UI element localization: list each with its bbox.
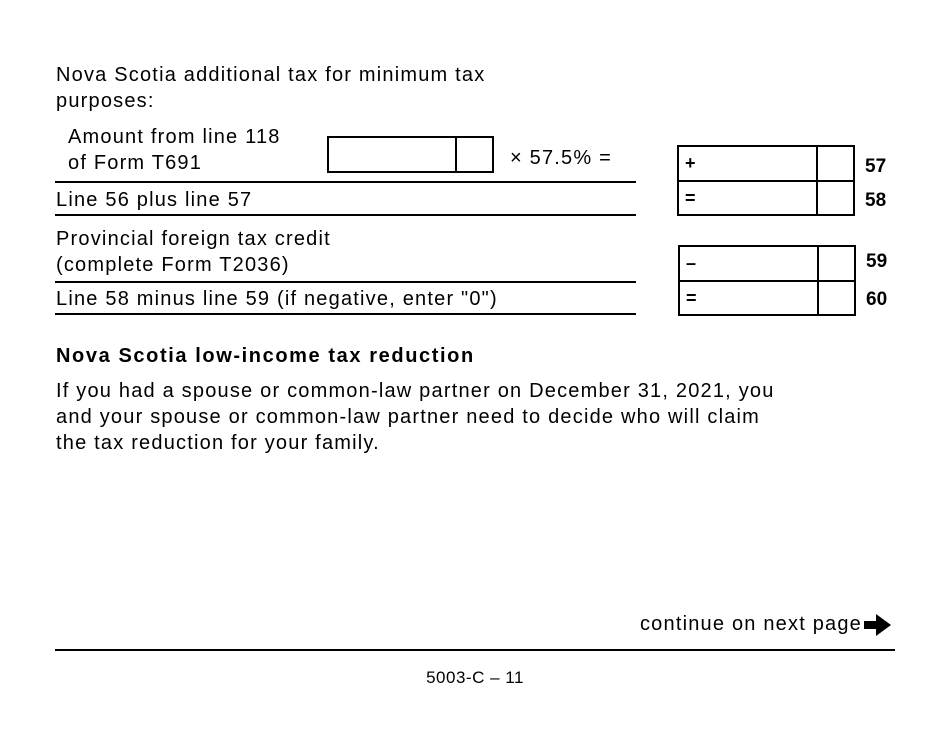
cents-divider — [817, 247, 819, 280]
rate-text: × 57.5% = — [510, 147, 612, 169]
line-59-label-line1: Provincial foreign tax credit — [56, 228, 331, 250]
arrow-right-icon — [864, 613, 894, 637]
cents-divider — [816, 147, 818, 180]
cents-divider — [455, 138, 457, 171]
line-60-label: Line 58 minus line 59 (if negative, enter "0") — [56, 288, 498, 310]
page-number: 5003-C – 11 — [426, 668, 524, 687]
line-57-input[interactable] — [677, 145, 855, 182]
cents-divider — [816, 182, 818, 214]
row-underline-57 — [55, 181, 636, 183]
line-59-input[interactable] — [678, 245, 856, 282]
low-income-paragraph-line2: and your spouse or common-law partner need to decide who will claim — [56, 406, 761, 428]
plus-sign: + — [685, 153, 696, 173]
row-underline-58 — [55, 214, 636, 216]
row-underline-60 — [55, 313, 636, 315]
row-underline-59 — [55, 281, 636, 283]
line-number-57: 57 — [865, 156, 887, 177]
min-tax-heading-line1: Nova Scotia additional tax for minimum tax — [56, 64, 486, 86]
line-number-60: 60 — [866, 289, 888, 310]
footer-divider — [55, 649, 895, 651]
continue-text: continue on next page — [639, 613, 862, 635]
amount-label-line2: of Form T691 — [68, 152, 203, 174]
line-58-label: Line 56 plus line 57 — [56, 189, 253, 211]
low-income-heading: Nova Scotia low-income tax reduction — [56, 345, 475, 367]
min-tax-heading-line2: purposes: — [56, 90, 155, 112]
line-60-input[interactable] — [678, 280, 856, 316]
minus-sign: – — [686, 253, 697, 273]
line-number-59: 59 — [866, 251, 888, 272]
equals-sign: = — [686, 288, 697, 308]
equals-sign: = — [685, 188, 696, 208]
line-118-amount-input[interactable] — [327, 136, 494, 173]
amount-label-line1: Amount from line 118 — [68, 126, 281, 148]
cents-divider — [817, 282, 819, 314]
low-income-paragraph-line1: If you had a spouse or common-law partner on December 31, 2021, you — [56, 380, 775, 402]
line-58-input[interactable] — [677, 180, 855, 216]
low-income-paragraph-line3: the tax reduction for your family. — [56, 432, 380, 454]
line-59-label-line2: (complete Form T2036) — [56, 254, 290, 276]
line-number-58: 58 — [865, 190, 887, 211]
